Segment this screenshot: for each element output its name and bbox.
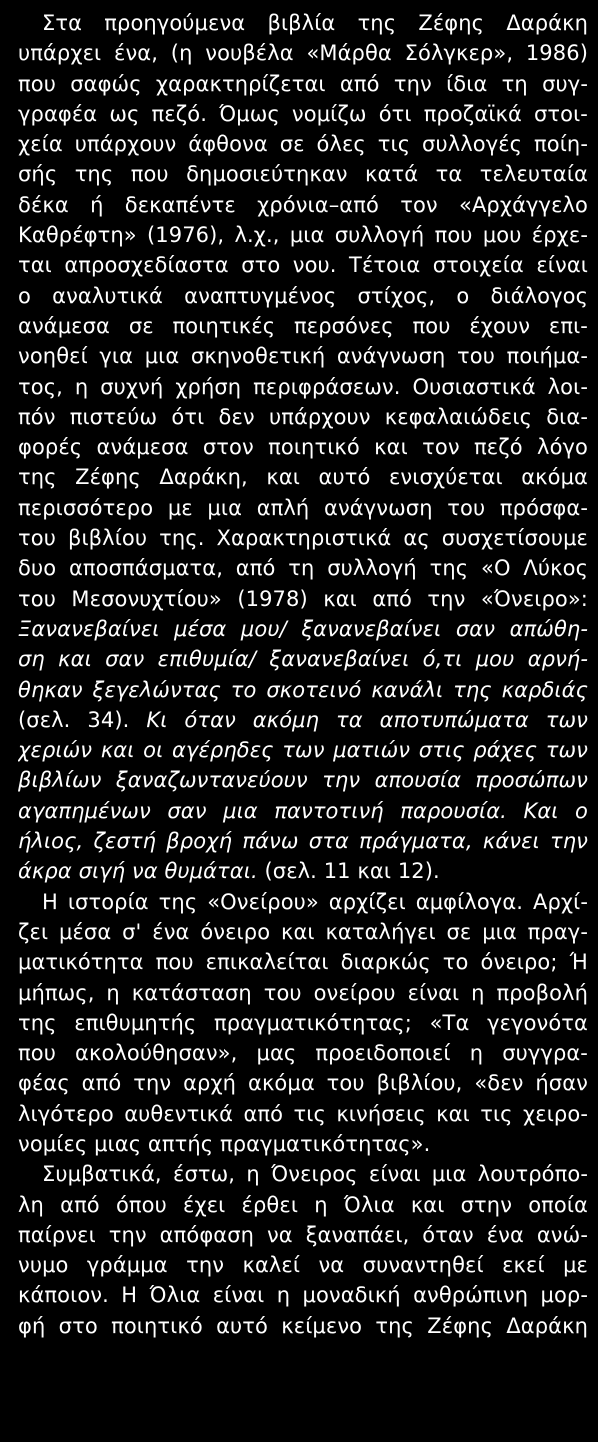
text-line: ται απροσχεδίαστα στο νου. Τέτοια στοιχεία είναι: [18, 253, 588, 278]
text-line: τος, η συχνή χρήση περιφράσεων. Ουσιαστικά λοι-: [18, 374, 588, 399]
text-line: υπάρχει ένα, (η νουβέλα «Μάρθα Σόλγκερ», 1986): [18, 41, 588, 66]
text-line: βιβλίων ξαναζωντανεύουν την απουσία προσώπων: [18, 768, 588, 793]
text-line: λη από όπου έχει έρθει η Όλια και στην οποία: [18, 1192, 588, 1217]
text-line: ήλιος, ζεστή βροχή πάνω στα πράγματα, κάνει την: [18, 829, 588, 854]
text-line: Η ιστορία της «Ονείρου» αρχίζει αμφίλογα. Αρχί-: [42, 889, 588, 914]
text-line: που σαφώς χαρακτηρίζεται από την ίδια τη συγ-: [18, 71, 588, 96]
text-line: αγαπημένων σαν μια παντοτινή παρουσία. Και ο: [18, 798, 588, 823]
text-line: σής της που δημοσιεύτηκαν κατά τα τελευταία: [18, 162, 588, 187]
text-line: θηκαν ξεγελώντας το σκοτεινό κανάλι της καρδιάς: [18, 677, 588, 702]
text-line: φέας από την αρχή ακόμα του βιβλίου, «δεν ήσαν: [18, 1071, 588, 1096]
text-line: κάποιον. Η Όλια είναι η μοναδική ανθρώπινη μορ-: [18, 1283, 588, 1308]
text-line: νοηθεί για μια σκηνοθετική ανάγνωση του ποιήμα-: [18, 344, 588, 369]
text-line: χεριών και οι αγέρηδες των ματιών στις ράχες των: [18, 738, 588, 763]
text-line: πόν πιστεύω ότι δεν υπάρχουν κεφαλαιώδεις δια-: [18, 404, 588, 429]
text-line: ση και σαν επιθυμία/ ξανανεβαίνει ό,τι μου αρνή-: [18, 647, 588, 672]
text-line: της επιθυμητής πραγματικότητας; «Τα γεγονότα: [18, 1010, 588, 1035]
text-line: περισσότερο με μια απλή ανάγνωση του πρόσφα-: [18, 495, 588, 520]
text-line: ανάμεσα σε ποιητικές περσόνες που έχουν επι-: [18, 313, 588, 338]
text-line: γραφέα ως πεζό. Όμως νομίζω ότι προζαϊκά στοι-: [18, 101, 588, 126]
text-line: δυο αποσπάσματα, από τη συλλογή της «Ο Λύκος: [18, 556, 588, 581]
text-line: χεία υπάρχουν άφθονα σε όλες τις συλλογές ποίη-: [18, 132, 588, 157]
text-line: λιγότερο αυθεντικά από τις κινήσεις και τις χειρο-: [18, 1101, 588, 1126]
text-line: δέκα ή δεκαπέντε χρόνια–από τον «Αρχάγγελο: [18, 192, 588, 217]
text-line: φή στο ποιητικό αυτό κείμενο της Ζέφης Δαράκη: [18, 1313, 588, 1338]
text-line: Στα προηγούμενα βιβλία της Ζέφης Δαράκη: [42, 11, 588, 35]
quoted-verse: άκρα σιγή να θυμάται.: [18, 859, 258, 884]
text-line: ζει μέσα σ' ένα όνειρο και καταλήγει σε μια πραγ-: [18, 919, 588, 944]
text-line: νομίες μιας απτής πραγματικότητας».: [18, 1131, 431, 1156]
text-line: παίρνει την απόφαση να ξαναπάει, όταν ένα ανώ-: [18, 1222, 588, 1247]
text-line: ο αναλυτικά αναπτυγμένος στίχος, ο διάλογος: [18, 283, 588, 308]
text-line: φορές ανάμεσα στον ποιητικό και τον πεζό λόγο: [18, 435, 588, 460]
citation-text: (σελ. 34).: [18, 707, 147, 732]
text-line: Συμβατικά, έστω, η Όνειρος είναι μια λουτρόπο-: [42, 1162, 588, 1187]
text-line: Καθρέφτη» (1976), λ.χ., μια συλλογή που μου έρχε-: [18, 223, 588, 248]
text-line: του βιβλίου της. Χαρακτηριστικά ας συσχετίσουμε: [18, 526, 588, 551]
text-line: ματικότητα που επικαλείται διαρκώς το όνειρο; Ή: [18, 950, 588, 975]
text-line: νυμο γράμμα την καλεί να συναντηθεί εκεί με: [18, 1253, 588, 1278]
text-line: του Μεσονυχτίου» (1978) και από την «Όνειρο»:: [18, 586, 588, 611]
quoted-verse: Κι όταν ακόμη τα αποτυπώματα των: [146, 707, 588, 732]
text-line: που ακολούθησαν», μας προειδοποιεί η συγγρα-: [18, 1041, 588, 1066]
text-line: [18, 856, 588, 886]
text-line: [18, 705, 588, 735]
text-line: της Ζέφης Δαράκη, και αυτό ενισχύεται ακόμα: [18, 465, 588, 490]
citation-text: (σελ. 11 και 12).: [257, 859, 440, 884]
text-line: Ξανανεβαίνει μέσα μου/ ξανανεβαίνει σαν απώθη-: [18, 616, 588, 641]
text-line: μήπως, η κατάσταση του ονείρου είναι η προβολή: [18, 980, 588, 1005]
